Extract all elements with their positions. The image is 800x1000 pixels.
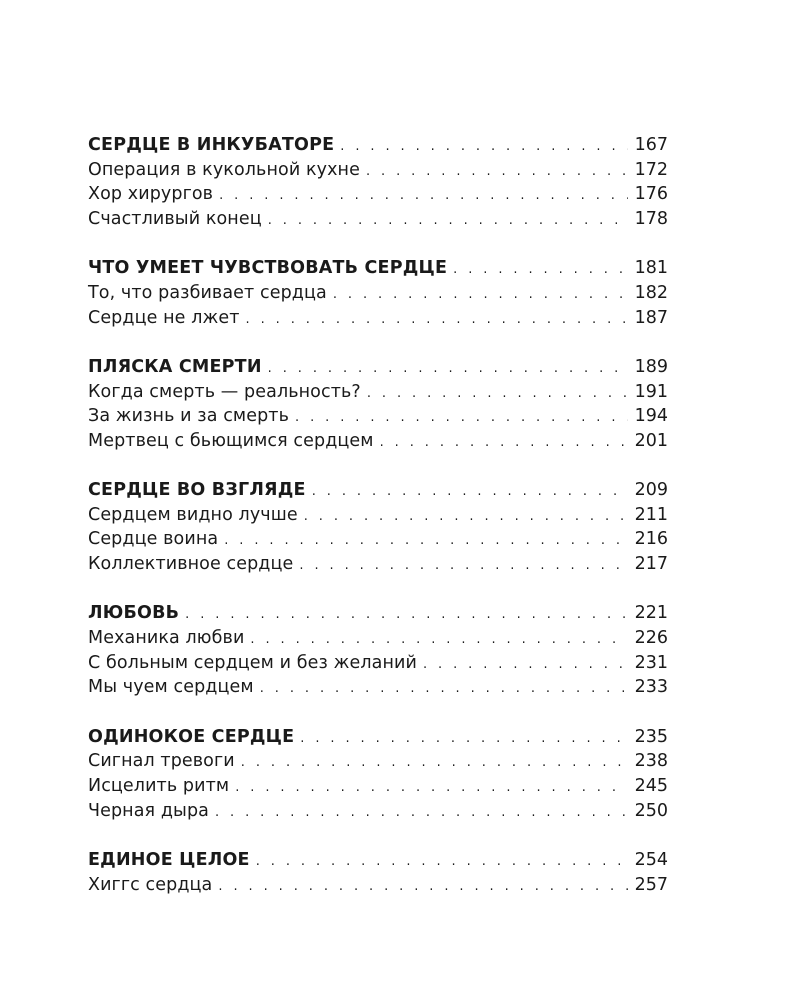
dot-leader bbox=[218, 875, 628, 900]
dot-leader bbox=[256, 850, 628, 875]
toc-entry bbox=[88, 749, 668, 774]
toc-entry bbox=[88, 503, 668, 528]
chapter-title: ЧТО УМЕЕТ ЧУВСТВОВАТЬ СЕРДЦЕ bbox=[88, 258, 448, 279]
page-number: 167 bbox=[634, 135, 668, 155]
chapter-title: СЕРДЦЕ ВО ВЗГЛЯДЕ bbox=[88, 480, 306, 501]
toc-entry bbox=[88, 651, 668, 676]
toc-entry bbox=[88, 527, 668, 552]
toc-entry bbox=[88, 552, 668, 577]
toc-entry bbox=[88, 158, 668, 183]
toc-chapter-heading bbox=[88, 256, 668, 281]
toc-chapter-heading bbox=[88, 478, 668, 503]
dot-leader bbox=[268, 357, 628, 382]
page-number: 211 bbox=[634, 504, 668, 525]
page-number: 254 bbox=[634, 849, 668, 870]
toc-entry bbox=[88, 626, 668, 651]
entry-title: Коллективное сердце bbox=[88, 554, 294, 575]
page-number: 201 bbox=[634, 430, 668, 451]
entry-title: Сердцем видно лучше bbox=[88, 504, 298, 525]
entry-title: За жизнь и за смерть bbox=[88, 406, 290, 427]
page-number: 181 bbox=[634, 258, 668, 279]
toc-entry bbox=[88, 774, 668, 799]
chapter-title: ЕДИНОЕ ЦЕЛОЕ bbox=[88, 849, 250, 870]
entry-title: То, что разбивает сердца bbox=[88, 282, 327, 303]
dot-leader bbox=[260, 677, 628, 702]
toc-entry bbox=[88, 207, 668, 232]
dot-leader bbox=[185, 603, 628, 628]
page-number: 233 bbox=[634, 677, 668, 698]
dot-leader bbox=[224, 529, 628, 554]
toc-entry bbox=[88, 404, 668, 429]
page-number: 191 bbox=[634, 381, 668, 402]
toc-entry bbox=[88, 429, 668, 454]
toc-chapter-heading bbox=[88, 133, 668, 158]
dot-leader bbox=[453, 258, 628, 283]
toc-entry bbox=[88, 182, 668, 207]
page-number: 194 bbox=[634, 406, 668, 427]
page-number: 231 bbox=[634, 652, 668, 673]
toc-chapter-heading bbox=[88, 355, 668, 380]
entry-title: С больным сердцем и без желаний bbox=[88, 652, 417, 673]
dot-leader bbox=[340, 135, 628, 160]
page-number: 178 bbox=[634, 209, 668, 230]
page-number: 216 bbox=[634, 529, 668, 550]
entry-title: Мертвец с бьющимся сердцем bbox=[88, 430, 374, 451]
dot-leader bbox=[366, 160, 628, 185]
chapter-title: ОДИНОКОЕ СЕРДЦЕ bbox=[88, 726, 295, 747]
page-number: 235 bbox=[634, 726, 668, 747]
table-of-contents bbox=[88, 133, 668, 922]
page-number: 238 bbox=[634, 751, 668, 772]
dot-leader bbox=[423, 653, 628, 678]
toc-entry bbox=[88, 306, 668, 331]
page-number: 217 bbox=[634, 554, 668, 575]
entry-title: Хор хирургов bbox=[88, 184, 214, 205]
dot-leader bbox=[367, 382, 628, 407]
toc-chapter-heading bbox=[88, 848, 668, 873]
dot-leader bbox=[333, 283, 628, 308]
entry-title: Хиггс сердца bbox=[88, 874, 213, 895]
page-number: 245 bbox=[634, 775, 668, 796]
toc-chapter-heading bbox=[88, 725, 668, 750]
chapter-title: СЕРДЦЕ В ИНКУБАТОРЕ bbox=[88, 135, 335, 155]
entry-title: Сердце не лжет bbox=[88, 307, 240, 328]
dot-leader bbox=[299, 554, 628, 579]
page-number: 182 bbox=[634, 282, 668, 303]
toc-entry bbox=[88, 380, 668, 405]
dot-leader bbox=[235, 776, 628, 801]
dot-leader bbox=[300, 727, 628, 752]
toc-chapter-heading bbox=[88, 601, 668, 626]
toc-entry bbox=[88, 675, 668, 700]
page-number: 257 bbox=[634, 874, 668, 895]
entry-title: Мы чуем сердцем bbox=[88, 677, 254, 698]
dot-leader bbox=[219, 184, 628, 209]
toc-entry bbox=[88, 799, 668, 824]
dot-leader bbox=[312, 480, 628, 505]
dot-leader bbox=[250, 628, 628, 653]
page-number: 172 bbox=[634, 159, 668, 180]
entry-title: Исцелить ритм bbox=[88, 775, 230, 796]
dot-leader bbox=[380, 431, 628, 456]
dot-leader bbox=[246, 308, 628, 333]
chapter-title: ПЛЯСКА СМЕРТИ bbox=[88, 356, 262, 377]
entry-title: Сердце воина bbox=[88, 529, 219, 550]
entry-title: Механика любви bbox=[88, 628, 245, 648]
page-number: 250 bbox=[634, 800, 668, 821]
entry-title: Операция в кукольной кухне bbox=[88, 159, 360, 180]
page-number: 187 bbox=[634, 307, 668, 328]
toc-section bbox=[88, 725, 668, 824]
toc-section bbox=[88, 478, 668, 577]
page-number: 221 bbox=[634, 603, 668, 624]
page-number: 189 bbox=[634, 356, 668, 377]
dot-leader bbox=[241, 751, 628, 776]
toc-section bbox=[88, 133, 668, 232]
dot-leader bbox=[295, 406, 628, 431]
page-number: 226 bbox=[634, 628, 668, 648]
entry-title: Когда смерть — реальность? bbox=[88, 381, 361, 402]
toc-section bbox=[88, 601, 668, 700]
page-number: 176 bbox=[634, 184, 668, 205]
toc-section bbox=[88, 256, 668, 330]
toc-entry bbox=[88, 873, 668, 898]
dot-leader bbox=[215, 801, 628, 826]
dot-leader bbox=[304, 505, 628, 530]
entry-title: Сигнал тревоги bbox=[88, 751, 235, 772]
chapter-title: ЛЮБОВЬ bbox=[88, 603, 180, 624]
page-number: 209 bbox=[634, 480, 668, 501]
dot-leader bbox=[268, 209, 628, 234]
toc-section bbox=[88, 355, 668, 454]
entry-title: Черная дыра bbox=[88, 800, 209, 821]
entry-title: Счастливый конец bbox=[88, 209, 262, 230]
toc-entry bbox=[88, 281, 668, 306]
toc-section bbox=[88, 848, 668, 897]
